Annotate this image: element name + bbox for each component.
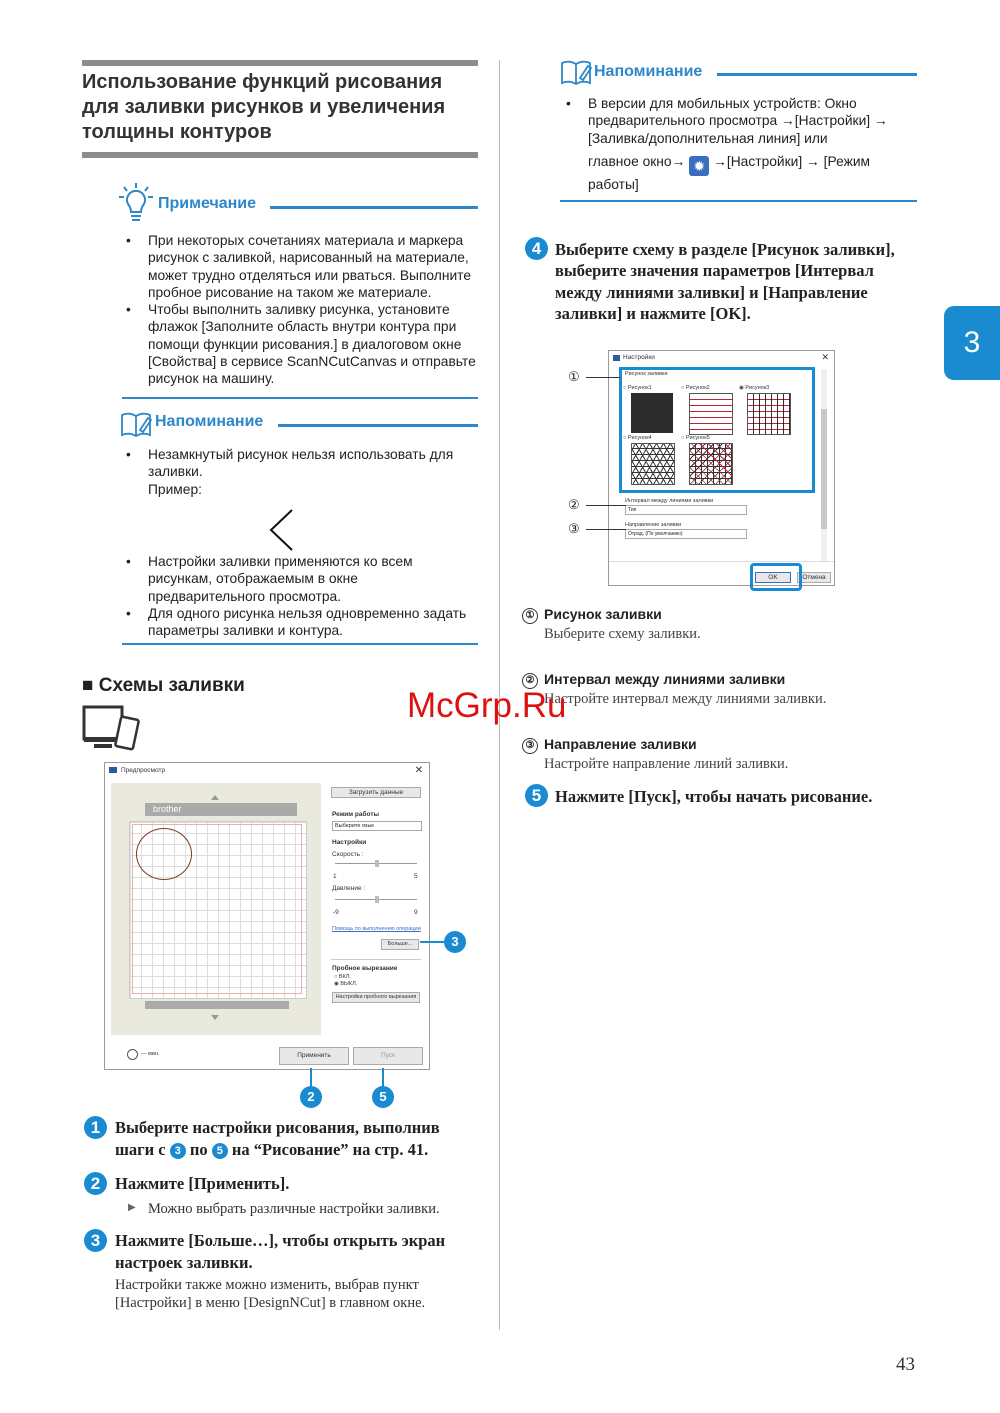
pc-mobile-icon	[82, 704, 142, 754]
speed-min: 1	[333, 873, 337, 880]
callout-3-line	[420, 941, 444, 943]
arrow-down-icon[interactable]	[211, 1015, 219, 1020]
step-5-number: 5	[525, 784, 548, 807]
pressure-min: -9	[333, 909, 339, 916]
list-item: • Настройки заливки применяются ко всем рисункам, отображаемым в окне предварительного просмотра.	[122, 553, 478, 605]
scrollbar[interactable]	[821, 369, 827, 561]
interval-select[interactable]: Тип	[625, 505, 747, 515]
watermark: McGrp.Ru	[407, 686, 567, 725]
step-1-text: Выберите настройки рисования, выполнив шаги с 3 по 5 на “Рисование” на стр. 41.	[115, 1118, 440, 1159]
note-heading: Примечание	[158, 195, 257, 212]
marker-3-line	[586, 529, 626, 530]
app-icon	[613, 355, 620, 361]
note-bottom-rule	[122, 397, 478, 399]
step-2-text: Нажмите [Применить].	[115, 1174, 290, 1193]
time-estimate: — мин.	[141, 1051, 160, 1057]
mode-label: Режим работы	[332, 811, 380, 818]
marker-2: ②	[568, 497, 580, 512]
list-item: • При некоторых сочетаниях материала и маркера рисунок с заливкой, нарисованный на материале, может трудно отделяться или рваться. Выполните пробное рисование на таком же материале.	[122, 232, 478, 301]
close-icon[interactable]: ✕	[821, 352, 829, 362]
app-icon	[109, 767, 117, 773]
pattern-radio-4[interactable]: ○ Рисунок4	[623, 435, 652, 441]
callout-3: 3	[444, 931, 466, 953]
list-item: • Чтобы выполнить заливку рисунка, установите флажок [Заполните область внутри контура при помощи функции рисования.] в диалоговом окне [Свойства] в сервисе ScanNCutCanvas и отправьте рисунок на машину.	[122, 301, 478, 387]
list-item: • Для одного рисунка нельзя одновременно задать параметры заливки и контура.	[122, 605, 478, 640]
step-2-number: 2	[84, 1172, 107, 1195]
pattern-radio-2[interactable]: ○ Рисунок2	[681, 385, 710, 391]
pressure-max: 9	[414, 909, 418, 916]
step-3-body: Настройки также можно изменить, выбрав пункт [Настройки] в меню [DesignNCut] в главном окне.	[115, 1277, 426, 1311]
marker-1: ①	[568, 369, 580, 384]
pattern-radio-5[interactable]: ○ Рисунок5	[681, 435, 710, 441]
legend-item: ② Интервал между линиями заливки Настройте интервал между линиями заливки.	[522, 671, 922, 708]
settings-label: Настройки	[332, 839, 367, 846]
section-title: ■ Схемы заливки	[82, 675, 245, 696]
start-button[interactable]: Пуск	[353, 1047, 423, 1065]
step-ref: 3	[170, 1143, 186, 1159]
list-item: • В версии для мобильных устройств: Окно предварительного просмотра →[Настройки] → [Заливка/дополнительная линия] или главное окно→ ✹ →[Настройки] → [Режим работы]	[562, 95, 917, 193]
speed-slider-thumb[interactable]	[375, 860, 379, 867]
list-item: • Незамкнутый рисунок нельзя использовать для заливки. Пример:	[122, 446, 478, 498]
title-rule-bottom	[82, 152, 478, 158]
title-rule-top	[82, 60, 478, 66]
cut-area-border	[132, 824, 302, 994]
cancel-button[interactable]: Отмена	[797, 572, 831, 583]
pattern-radio-1[interactable]: ○ Рисунок1	[623, 385, 652, 391]
help-link[interactable]: Помощь по выполнению операции	[332, 926, 421, 932]
step-3-number: 3	[84, 1229, 107, 1252]
note-heading-rule	[270, 206, 478, 209]
reminder-heading-rule	[278, 424, 478, 427]
step-4-number: 4	[525, 237, 548, 260]
arrow-up-icon[interactable]	[211, 795, 219, 800]
book-pencil-icon	[560, 58, 592, 86]
reminder-heading: Напоминание	[155, 413, 264, 430]
book-pencil-icon	[120, 410, 152, 438]
marker-1-line	[586, 377, 620, 378]
step-ref: 5	[212, 1143, 228, 1159]
speed-max: 5	[414, 873, 418, 880]
ok-button[interactable]: OK	[755, 572, 791, 583]
callout-2: 2	[300, 1086, 322, 1108]
footer-divider	[609, 561, 834, 562]
callout-5: 5	[372, 1086, 394, 1108]
result-arrow-icon: ▶	[128, 1202, 136, 1213]
ok-highlight	[750, 563, 802, 591]
pattern-radio-3[interactable]: ◉ Рисунок3	[739, 385, 770, 391]
trial-on-radio[interactable]: ○ ВКЛ.	[334, 974, 351, 980]
settings-window	[608, 350, 835, 586]
preview-window-title: Предпросмотр	[121, 767, 166, 774]
speed-slider[interactable]	[335, 863, 417, 864]
reminder-list	[122, 446, 478, 498]
mode-select[interactable]: Выберите язык	[332, 821, 422, 831]
step-3-text: Нажмите [Больше…], чтобы открыть экран настроек заливки.	[115, 1231, 446, 1272]
right-reminder-bottom-rule	[560, 200, 917, 202]
marker-2-line	[586, 505, 626, 506]
mat-area	[111, 783, 321, 1035]
brand-label: brother	[145, 803, 297, 816]
pressure-label: Давление :	[332, 885, 366, 892]
step-4-text: Выберите схему в разделе [Рисунок заливки], выберите значения параметров [Интервал между линиями заливки] и [Направление заливки] и нажмите [OK].	[555, 240, 895, 323]
speed-label: Скорость :	[332, 851, 364, 858]
cutting-mat[interactable]	[129, 821, 307, 999]
clock-icon	[127, 1049, 138, 1060]
legend-item: ① Рисунок заливки Выберите схему заливки.	[522, 606, 922, 643]
pressure-slider-thumb[interactable]	[375, 896, 379, 903]
direction-select[interactable]: Отрад. (По умолчанию)	[625, 529, 747, 539]
legend-item: ③ Направление заливки Настройте направление линий заливки.	[522, 736, 922, 773]
direction-label: Направление заливки	[625, 522, 682, 528]
trial-settings-button[interactable]: Настройки пробного вырезания	[332, 992, 420, 1003]
trial-label: Пробное вырезание	[332, 965, 398, 972]
step-5-text: Нажмите [Пуск], чтобы начать рисование.	[555, 787, 873, 806]
mat-bottom-label	[145, 1001, 289, 1009]
fill-pattern-group-label: Рисунок заливки	[625, 371, 668, 377]
example-label: Пример:	[148, 481, 202, 497]
callout-5-line	[382, 1068, 384, 1088]
panel-divider	[331, 959, 421, 960]
lightbulb-icon	[118, 182, 154, 222]
right-reminder-list	[562, 95, 917, 193]
settings-gear-icon: ✹	[689, 156, 709, 176]
page-number: 43	[896, 1354, 915, 1375]
preview-window	[104, 762, 430, 1070]
reminder-bottom-rule	[122, 643, 478, 645]
reminder-list-2	[122, 553, 478, 639]
marker-3: ③	[568, 521, 580, 536]
step-1-number: 1	[84, 1116, 107, 1139]
page-title: Использование функций рисования для заливки рисунков и увеличения толщины контуров	[82, 71, 446, 143]
open-shape-example	[268, 508, 294, 552]
chapter-tab: 3	[944, 306, 1000, 380]
apply-button[interactable]: Применить	[279, 1047, 349, 1065]
pattern-highlight	[619, 367, 815, 493]
interval-label: Интервал между линиями заливки	[625, 498, 714, 504]
pressure-slider[interactable]	[335, 899, 417, 900]
right-reminder-heading: Напоминание	[594, 63, 703, 80]
right-reminder-rule	[717, 73, 917, 76]
close-icon[interactable]: ✕	[414, 765, 423, 776]
scrollbar-thumb[interactable]	[821, 409, 827, 529]
more-button[interactable]: Больше...	[381, 939, 419, 950]
callout-2-line	[310, 1068, 312, 1088]
note-list	[122, 232, 478, 388]
load-data-button[interactable]: Загрузить данные	[331, 787, 421, 798]
trial-off-radio[interactable]: ◉ ВЫКЛ.	[334, 981, 358, 987]
step-2-result: Можно выбрать различные настройки заливки.	[148, 1201, 440, 1217]
settings-window-title: Настройки	[623, 354, 655, 361]
